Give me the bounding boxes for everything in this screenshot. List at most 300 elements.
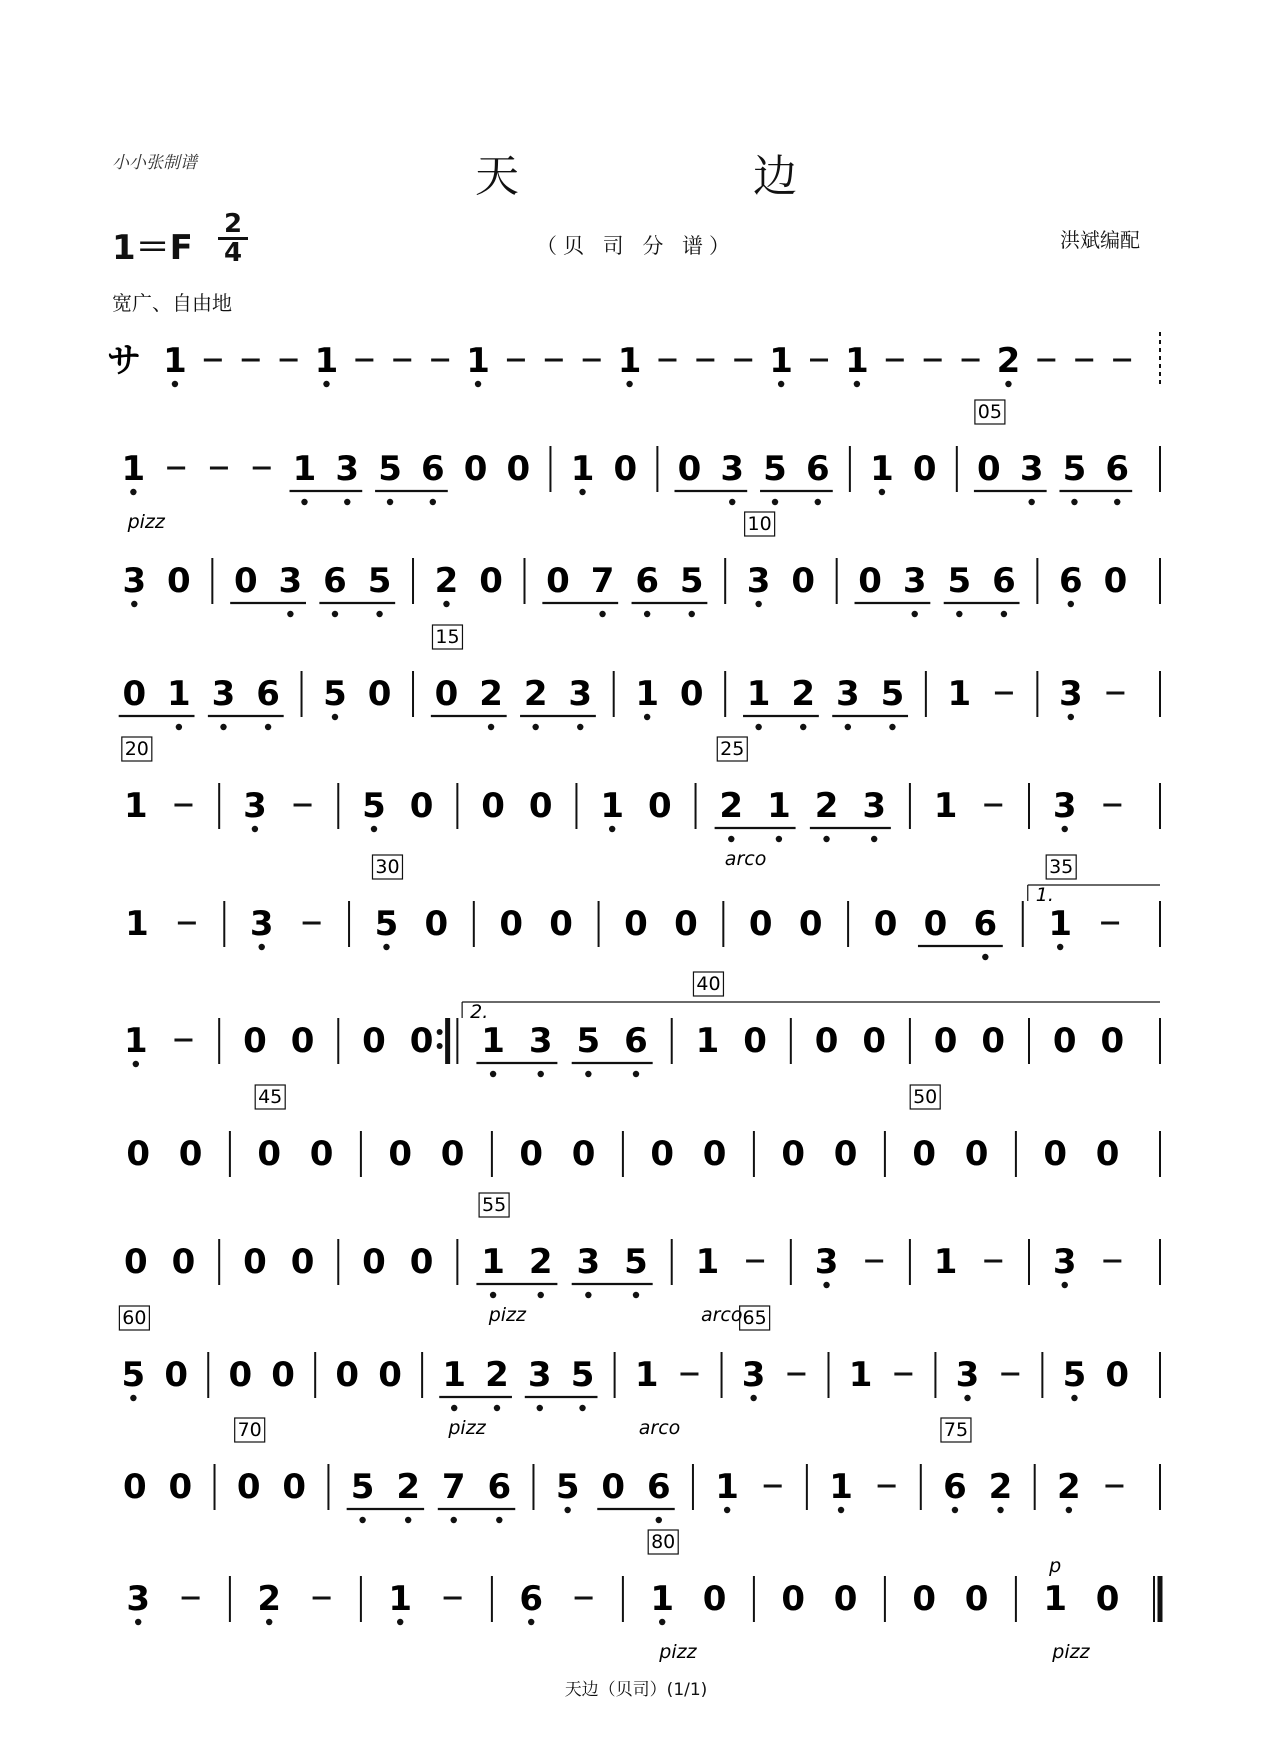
octave-dot: [488, 724, 494, 730]
octave-dot: [131, 601, 137, 607]
measure-number: 25: [720, 738, 745, 760]
measure-number: 50: [913, 1086, 938, 1108]
note: 5: [880, 674, 905, 714]
note: 1: [292, 449, 317, 489]
octave-dot: [1001, 611, 1007, 617]
note: 3: [528, 1021, 553, 1061]
octave-dot: [599, 611, 605, 617]
octave-dot: [532, 724, 538, 730]
octave-dot: [772, 499, 778, 505]
note: 3: [862, 786, 887, 826]
octave-dot: [633, 1292, 639, 1298]
note: 1: [695, 1021, 720, 1061]
note: 3: [576, 1242, 601, 1282]
note: 1: [314, 341, 339, 381]
octave-dot: [1057, 944, 1063, 950]
tempo-marking: 宽广、自由地: [112, 291, 232, 315]
note: 6: [323, 561, 347, 601]
note: 0: [650, 1134, 675, 1174]
octave-dot: [1062, 826, 1068, 832]
octave-dot: [838, 1507, 844, 1513]
measure-number: 70: [237, 1419, 262, 1441]
note: 3: [243, 786, 267, 826]
note: 7: [441, 1467, 466, 1507]
octave-dot: [172, 381, 178, 387]
octave-dot: [889, 724, 895, 730]
note: 0: [677, 449, 702, 489]
note: 5: [1062, 1355, 1087, 1395]
octave-dot: [644, 611, 650, 617]
note: 1: [635, 674, 659, 714]
note: 6: [1058, 561, 1083, 601]
octave-dot: [490, 1071, 496, 1077]
note: 5: [378, 449, 402, 489]
dynamic-marking: p: [1049, 1555, 1062, 1577]
key-signature: 1＝F: [112, 228, 193, 268]
note: 5: [374, 904, 399, 944]
note: 3: [1052, 786, 1077, 826]
note: 0: [981, 1021, 1006, 1061]
octave-dot: [823, 836, 829, 842]
note: 0: [290, 1242, 315, 1282]
note: 6: [646, 1467, 671, 1507]
octave-dot: [538, 1292, 544, 1298]
page-title: 天 边: [475, 151, 907, 202]
note: 1: [123, 1021, 148, 1061]
octave-dot: [1071, 1395, 1077, 1401]
octave-dot: [609, 826, 615, 832]
octave-dot: [528, 1619, 534, 1625]
note: 1: [167, 674, 191, 714]
note: 0: [479, 561, 503, 601]
octave-dot: [259, 944, 265, 950]
octave-dot: [879, 489, 885, 495]
note: 5: [555, 1467, 580, 1507]
octave-dot: [912, 611, 918, 617]
note: 0: [1043, 1134, 1068, 1174]
note: 2: [479, 674, 503, 714]
note: 0: [243, 1242, 267, 1282]
note: 0: [362, 1021, 386, 1061]
note: 1: [123, 786, 148, 826]
note: 7: [590, 561, 615, 601]
octave-dot: [1005, 381, 1011, 387]
octave-dot: [800, 724, 806, 730]
note: 1: [695, 1242, 720, 1282]
octave-dot: [323, 381, 329, 387]
note: 0: [519, 1134, 544, 1174]
note: 0: [499, 904, 524, 944]
free-meter-symbol: サ: [107, 341, 141, 381]
octave-dot: [287, 611, 293, 617]
note: 0: [702, 1134, 727, 1174]
octave-dot: [724, 1507, 730, 1513]
volta-label: 2.: [470, 1001, 489, 1023]
note: 0: [964, 1134, 989, 1174]
note: 0: [236, 1467, 261, 1507]
note: 1: [481, 1242, 505, 1282]
articulation-annotation: pizz: [448, 1417, 486, 1439]
octave-dot: [332, 611, 338, 617]
note: 5: [624, 1242, 648, 1282]
page-footer: 天边（贝司）(1/1): [564, 1680, 708, 1700]
octave-dot: [579, 489, 585, 495]
octave-dot: [176, 724, 182, 730]
note: 3: [835, 674, 860, 714]
octave-dot: [579, 1405, 585, 1411]
octave-dot: [133, 1061, 139, 1067]
note: 0: [549, 904, 573, 944]
octave-dot: [659, 1619, 665, 1625]
note: 0: [409, 786, 434, 826]
note: 5: [679, 561, 704, 601]
note: 0: [748, 904, 773, 944]
note: 3: [1058, 674, 1083, 714]
note: 0: [647, 786, 672, 826]
note: 0: [362, 1242, 386, 1282]
octave-dot: [564, 1507, 570, 1513]
note: 6: [805, 449, 830, 489]
note: 3: [720, 449, 745, 489]
note: 2: [814, 786, 839, 826]
note: 1: [481, 1021, 505, 1061]
octave-dot: [1066, 1507, 1072, 1513]
arranger-credit: 洪斌编配: [1060, 228, 1140, 252]
octave-dot: [332, 714, 338, 720]
articulation-annotation: pizz: [1052, 1641, 1090, 1663]
note: 2: [528, 1242, 553, 1282]
note: 6: [256, 674, 280, 714]
octave-dot: [135, 1619, 141, 1625]
octave-dot: [982, 954, 988, 960]
octave-dot: [537, 1405, 543, 1411]
note: 1: [1048, 904, 1073, 944]
note: 5: [763, 449, 787, 489]
note: 6: [519, 1579, 544, 1619]
note: 0: [409, 1242, 434, 1282]
note: 0: [282, 1467, 307, 1507]
octave-dot: [823, 1282, 829, 1288]
note: 6: [973, 904, 998, 944]
octave-dot: [952, 1507, 958, 1513]
octave-dot: [755, 601, 761, 607]
note: 1: [947, 674, 972, 714]
note: 2: [396, 1467, 421, 1507]
note: 1: [870, 449, 894, 489]
octave-dot: [1028, 499, 1034, 505]
note: 1: [767, 786, 791, 826]
note: 0: [743, 1021, 767, 1061]
note: 5: [367, 561, 392, 601]
note: 0: [624, 904, 648, 944]
note: 3: [278, 561, 303, 601]
octave-dot: [815, 499, 821, 505]
note: 1: [933, 786, 958, 826]
note: 2: [791, 674, 816, 714]
note: 3: [1052, 1242, 1077, 1282]
note: 0: [912, 449, 937, 489]
octave-dot: [475, 381, 481, 387]
measure-number: 60: [122, 1307, 147, 1329]
note: 3: [126, 1579, 151, 1619]
note: 0: [481, 786, 505, 826]
note: 0: [463, 449, 488, 489]
note: 0: [290, 1021, 315, 1061]
note: 3: [746, 561, 771, 601]
octave-dot: [871, 836, 877, 842]
octave-dot: [755, 724, 761, 730]
octave-dot: [845, 724, 851, 730]
note: 3: [335, 449, 360, 489]
note: 1: [600, 786, 625, 826]
note: 1: [617, 341, 642, 381]
note: 0: [674, 904, 698, 944]
octave-dot: [371, 826, 377, 832]
note: 6: [943, 1467, 967, 1507]
note: 0: [814, 1021, 839, 1061]
note: 2: [523, 674, 548, 714]
octave-dot: [585, 1292, 591, 1298]
note: 0: [613, 449, 638, 489]
articulation-annotation: arco: [700, 1304, 743, 1326]
measure-number: 45: [258, 1086, 283, 1108]
note: 1: [125, 904, 149, 944]
note: 1: [769, 341, 793, 381]
note: 3: [211, 674, 236, 714]
note: 0: [122, 674, 147, 714]
note: 1: [466, 341, 490, 381]
note: 1: [845, 341, 869, 381]
octave-dot: [266, 1619, 272, 1625]
octave-dot: [644, 714, 650, 720]
note: 0: [424, 904, 449, 944]
note: 3: [249, 904, 274, 944]
note: 0: [257, 1134, 282, 1174]
note: 0: [271, 1355, 295, 1395]
note: 0: [702, 1579, 727, 1619]
articulation-annotation: arco: [638, 1417, 681, 1439]
note: 2: [988, 1467, 1013, 1507]
octave-dot: [854, 381, 860, 387]
note: 2: [257, 1579, 282, 1619]
octave-dot: [778, 381, 784, 387]
octave-dot: [1071, 499, 1077, 505]
note: 0: [858, 561, 882, 601]
note: 0: [1095, 1579, 1120, 1619]
note: 0: [434, 674, 459, 714]
subtitle: （贝 司 分 谱）: [535, 234, 737, 258]
measure-number: 65: [742, 1307, 767, 1329]
note: 0: [601, 1467, 626, 1507]
note: 5: [1062, 449, 1087, 489]
note: 5: [576, 1021, 601, 1061]
note: 0: [791, 561, 816, 601]
octave-dot: [1068, 714, 1074, 720]
note: 0: [964, 1579, 989, 1619]
octave-dot: [443, 601, 449, 607]
octave-dot: [750, 1395, 756, 1401]
octave-dot: [130, 489, 136, 495]
note: 5: [350, 1467, 375, 1507]
note: 0: [126, 1134, 151, 1174]
note: 1: [1043, 1579, 1068, 1619]
octave-dot: [964, 1395, 970, 1401]
note: 6: [1105, 449, 1130, 489]
note: 3: [814, 1242, 839, 1282]
note: 0: [833, 1579, 858, 1619]
octave-dot: [376, 611, 382, 617]
note: 1: [715, 1467, 739, 1507]
octave-dot: [1062, 1282, 1068, 1288]
note: 5: [570, 1355, 595, 1395]
volta-label: 1.: [1035, 884, 1054, 906]
note: 5: [323, 674, 347, 714]
note: 0: [1100, 1021, 1125, 1061]
note: 3: [122, 561, 147, 601]
octave-dot: [585, 1071, 591, 1077]
note: 3: [955, 1355, 980, 1395]
note: 5: [121, 1355, 146, 1395]
octave-dot: [494, 1405, 500, 1411]
note: 0: [1105, 1355, 1130, 1395]
note: 3: [1019, 449, 1044, 489]
note: 6: [420, 449, 445, 489]
note: 0: [798, 904, 823, 944]
octave-dot: [397, 1619, 403, 1625]
note: 0: [506, 449, 531, 489]
octave-dot: [344, 499, 350, 505]
repeat-dot: [437, 1029, 443, 1035]
time-signature-bottom: 4: [223, 238, 243, 268]
note: 0: [1103, 561, 1128, 601]
octave-dot: [956, 611, 962, 617]
octave-dot: [776, 836, 782, 842]
note: 0: [367, 674, 392, 714]
note: 0: [1095, 1134, 1120, 1174]
note: 1: [163, 341, 187, 381]
octave-dot: [383, 944, 389, 950]
note: 2: [719, 786, 744, 826]
note: 6: [624, 1021, 648, 1061]
note: 1: [634, 1355, 659, 1395]
note: 6: [992, 561, 1016, 601]
time-signature-top: 2: [223, 209, 243, 239]
octave-dot: [633, 1071, 639, 1077]
octave-dot: [359, 1517, 365, 1523]
note: 0: [1052, 1021, 1077, 1061]
articulation-annotation: pizz: [659, 1641, 697, 1663]
octave-dot: [451, 1517, 457, 1523]
note: 0: [335, 1355, 360, 1395]
octave-dot: [451, 1405, 457, 1411]
note: 0: [571, 1134, 596, 1174]
measure-number: 35: [1049, 856, 1074, 878]
note: 1: [570, 449, 595, 489]
octave-dot: [496, 1517, 502, 1523]
note: 1: [848, 1355, 873, 1395]
measure-number: 20: [124, 738, 149, 760]
note: 3: [527, 1355, 552, 1395]
note: 0: [168, 1467, 193, 1507]
measure-number: 80: [651, 1531, 676, 1553]
articulation-annotation: pizz: [127, 511, 165, 533]
note: 0: [977, 449, 1001, 489]
note: 5: [947, 561, 972, 601]
note: 1: [650, 1579, 675, 1619]
note: 0: [912, 1579, 937, 1619]
octave-dot: [728, 836, 734, 842]
note: 0: [122, 1467, 147, 1507]
note: 0: [933, 1021, 958, 1061]
octave-dot: [1114, 499, 1120, 505]
octave-dot: [689, 611, 695, 617]
note: 3: [902, 561, 927, 601]
note: 0: [167, 561, 191, 601]
note: 0: [123, 1242, 148, 1282]
note: 0: [912, 1134, 937, 1174]
note: 0: [546, 561, 570, 601]
octave-dot: [220, 724, 226, 730]
note: 1: [933, 1242, 958, 1282]
measure-number: 40: [696, 973, 721, 995]
octave-dot: [301, 499, 307, 505]
note: 1: [829, 1467, 853, 1507]
note: 2: [485, 1355, 509, 1395]
measure-number: 55: [481, 1194, 507, 1216]
octave-dot: [626, 381, 632, 387]
note: 3: [741, 1355, 766, 1395]
note: 2: [996, 341, 1021, 381]
note: 2: [1057, 1467, 1081, 1507]
note: 0: [409, 1021, 434, 1061]
note: 0: [178, 1134, 203, 1174]
note: 5: [362, 786, 386, 826]
articulation-annotation: arco: [724, 848, 767, 870]
octave-dot: [729, 499, 735, 505]
note: 0: [528, 786, 553, 826]
octave-dot: [405, 1517, 411, 1523]
octave-dot: [430, 499, 436, 505]
octave-dot: [997, 1507, 1003, 1513]
note: 6: [487, 1467, 512, 1507]
note: 1: [388, 1579, 413, 1619]
articulation-annotation: pizz: [488, 1304, 527, 1326]
note: 0: [309, 1134, 334, 1174]
octave-dot: [490, 1292, 496, 1298]
note: 1: [746, 674, 771, 714]
note: 0: [873, 904, 898, 944]
note: 0: [164, 1355, 188, 1395]
note: 0: [679, 674, 704, 714]
note: 2: [434, 561, 459, 601]
note: 1: [121, 449, 146, 489]
note: 6: [635, 561, 659, 601]
octave-dot: [252, 826, 258, 832]
note: 0: [378, 1355, 402, 1395]
note: 0: [833, 1134, 858, 1174]
octave-dot: [656, 1517, 662, 1523]
octave-dot: [538, 1071, 544, 1077]
octave-dot: [1068, 601, 1074, 607]
note: 0: [923, 904, 948, 944]
measure-number: 15: [435, 626, 460, 648]
note: 3: [568, 674, 593, 714]
measure-number: 05: [977, 401, 1002, 423]
note: 0: [233, 561, 258, 601]
note: 1: [442, 1355, 467, 1395]
measure-number: 75: [943, 1419, 969, 1441]
note: 0: [243, 1021, 267, 1061]
